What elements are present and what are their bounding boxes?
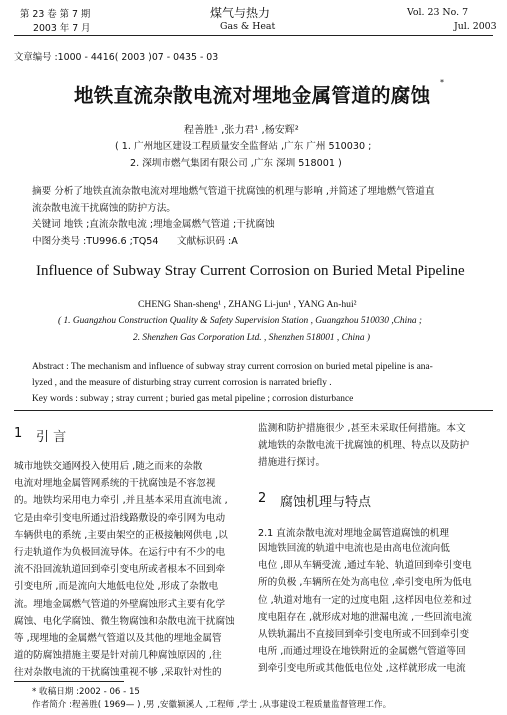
section-2-number: 2 [258, 491, 267, 506]
text-line: 因地铁回流的轨道中电流也是由高电位流向低 [258, 543, 450, 554]
footnote-received: * 收稿日期 :2002 - 06 - 15 [32, 687, 140, 697]
text-line: 监测和防护措施很少 ,甚至未采取任何措施。本文 [258, 423, 466, 434]
text-line: 措施进行探讨。 [258, 457, 326, 469]
keywords-cn: 关键词 地铁 ;直流杂散电流 ;埋地金属燃气管道 ;干扰腐蚀 [32, 219, 275, 230]
affiliation-cn-2: 2. 深圳市燃气集团有限公司 ,广东 深圳 518001 ) [130, 158, 342, 169]
authors-en: CHENG Shan-sheng¹ , ZHANG Li-jun¹ , YANG An-hui² [138, 299, 357, 310]
text-line: 流。埋地金属燃气管道的外壁腐蚀形式主要有化学 [14, 598, 226, 610]
article-number: 文章编号 :1000 - 4416( 2003 )07 - 0435 - 03 [14, 52, 219, 63]
text-line: 电流对埋地金属管网系统的干扰腐蚀是不容忽视 [14, 478, 216, 490]
text-line: 所的负极 ,车辆所在处为高电位 ,牵引变电所为低电 [258, 577, 472, 589]
journal-name-cn: 煤气与热力 [210, 6, 271, 20]
affiliation-en-1: ( 1. Guangzhou Construction Quality & Safety Supervision Station , Guangzhou 510030 ,China ; [58, 316, 423, 326]
text-line: 往对杂散电流的干扰腐蚀重视不够 ,采取针对性的 [14, 667, 222, 679]
title-footnote-mark: * [440, 78, 444, 87]
volume-en: Vol. 23 No. 7 [407, 7, 469, 18]
section-2-title: 腐蚀机理与特点 [280, 495, 372, 510]
text-line: 从铁轨漏出不直接回到牵引变电所或不回到牵引变 [258, 629, 470, 641]
clc-number: 中图分类号 :TU996.6 ;TQ54 [32, 236, 159, 247]
volume-cn: 第 23 卷 第 7 期 [20, 9, 91, 20]
abstract-cn-line-1: 摘要 分析了地铁直流杂散电流对埋地燃气管道干扰腐蚀的机理与影响 ,并简述了埋地燃气管道直 [32, 186, 435, 197]
text-line: 城市地铁交通网投入使用后 ,随之而来的杂散 [14, 461, 203, 472]
title-cn: 地铁直流杂散电流对埋地金属管道的腐蚀 [74, 84, 431, 107]
abstract-en-line-1: Abstract : The mechanism and influence of subway stray current corrosion on buried metal pipeline is ana- [32, 362, 433, 372]
document-code: 文献标识码 :A [177, 236, 238, 247]
text-line: 腐蚀、电化学腐蚀、微生物腐蚀和杂散电流干扰腐蚀 [14, 615, 235, 627]
text-line: 等 ,现埋地的金属燃气管道以及其他的埋地金属管 [14, 633, 222, 645]
section-1-number: 1 [14, 426, 23, 441]
text-line: 流不沿回流轨道回到牵引变电所或者根本不回到牵 [14, 564, 226, 576]
left-column-text [14, 458, 246, 682]
affiliation-en-2: 2. Shenzhen Gas Corporation Ltd. , Shenzhen 518001 , China ) [133, 333, 370, 343]
subsection-2-1-title: 2.1 直流杂散电流对埋地金属管道腐蚀的机理 [258, 528, 449, 539]
text-line: 就地铁的杂散电流干扰腐蚀的机理、特点以及防护 [258, 440, 470, 452]
text-line: 的。地铁均采用电力牵引 ,并且基本采用直流电流 , [14, 495, 228, 507]
abstract-rule [14, 410, 493, 411]
text-line: 位 ,轨道对地有一定的过度电阻 ,这样因电位差和过 [258, 594, 472, 606]
date-en: Jul. 2003 [454, 21, 497, 32]
abstract-en-line-2: lyzed , and the measure of disturbing stray current corrosion is narrated briefly . [32, 378, 332, 388]
footnote-rule [14, 681, 124, 682]
journal-name-en: Gas & Heat [220, 21, 276, 32]
title-en: Influence of Subway Stray Current Corrosion on Buried Metal Pipeline [36, 263, 465, 279]
text-line: 它是由牵引变电所通过沿线路敷设的牵引网为电动 [14, 512, 226, 524]
keywords-en: Key words : subway ; stray current ; buried gas metal pipeline ; corrosion disturbance [32, 394, 354, 404]
footnote-author-bio: 作者简介 :程善胜( 1969— ) ,男 ,安徽颍溪人 ,工程师 ,学士 ,从事建设工程质量监督管理工作。 [32, 700, 392, 710]
authors-cn: 程善胜¹ ,张力君¹ ,杨安辉² [184, 125, 299, 136]
text-line: 车辆供电的系统 ,主要由架空的正极接触网供电 ,以 [14, 529, 228, 541]
abstract-cn-line-2: 流杂散电流干扰腐蚀的防护方法。 [32, 203, 176, 214]
text-line: 到牵引变电所或其他低电位处 ,这样就形成一电流 [258, 663, 466, 675]
date-cn: 2003 年 7 月 [33, 23, 91, 34]
text-line: 电所 ,而通过埋设在地铁附近的金属燃气管道等回 [258, 646, 466, 658]
section-1-title: 引 言 [36, 430, 67, 445]
right-column-top-text [258, 420, 494, 472]
text-line: 引变电所 ,而是流向大地低电位处 ,形成了杂散电 [14, 581, 219, 593]
text-line: 度电阻存在 ,就形成对地的泄漏电流 ,一些回流电流 [258, 611, 472, 623]
text-line: 行走轨道作为负极回流导体。在运行中有不少的电 [14, 547, 226, 559]
affiliation-cn-1: ( 1. 广州地区建设工程质量安全监督站 ,广东 广州 510030 ; [115, 141, 372, 152]
text-line: 电位 ,即从车辆受流 ,通过车轮、轨道回到牵引变电 [258, 560, 472, 572]
text-line: 道的防腐蚀措施主要是针对前几种腐蚀原因的 ,往 [14, 650, 222, 662]
header-rule [14, 35, 493, 36]
right-column-bottom-text [258, 540, 494, 678]
